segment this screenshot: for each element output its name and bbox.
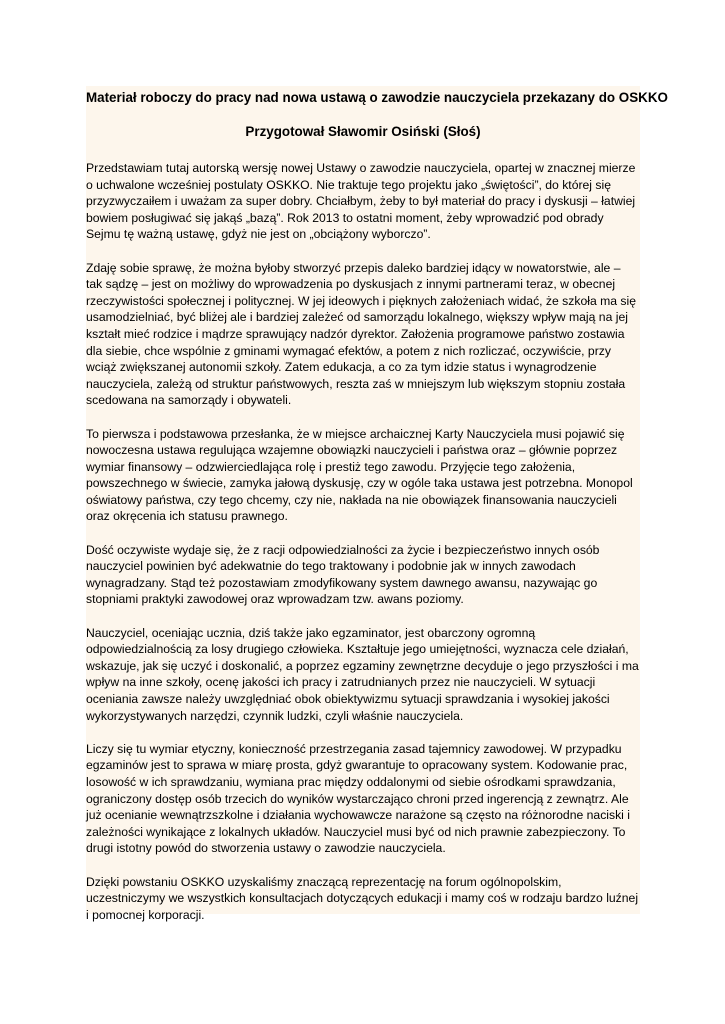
paragraph-1: Przedstawiam tutaj autorską wersję nowej Ustawy o zawodzie nauczyciela, opartej w znacznej mierze o uchwalone wcześniej postulaty OSKKO. Nie traktuje tego projektu jako „świętości”, do której się przyzwyczaiłem i uważam za super dobry. Chciałbym, żeby to był materiał do pracy i dyskusji – łatwiej bowiem posługiwać się jakąś „bazą”. Rok 2013 to ostatni moment, żeby wprowadzić pod obrady Sejmu tę ważną ustawę, gdyż nie jest on „obciążony wyborczo”. bbox=[86, 161, 636, 242]
document-body bbox=[86, 86, 668, 922]
author-line: Przygotował Sławomir Osiński (Słoś) bbox=[245, 124, 481, 139]
paragraph-2: Zdaję sobie sprawę, że można byłoby stworzyć przepis daleko bardziej idący w nowatorstwie, ale – tak sądzę – jest on możliwy do wprowadzenia po dyskusjach z innymi partnerami teraz, w obecnej rzeczywistości społecznej i politycznej. W jej ideowych i pięknych założeniach widać, że szkoła ma się usamodzielniać, być bliżej ale i bardziej zależeć od samorządu lokalnego, większy wpływ mają na jej kształt mieć rodzice i mądrze sprawujący nadzór dyrektor. Założenia programowe państwo zostawia dla siebie, chce wspólnie z gminami wymagać efektów, a potem z nich rozliczać, oczywiście, przy wciąż zwiększanej autonomii szkoły. Zatem edukacja, a co za tym idzie status i wynagrodzenie nauczyciela, zależą od struktur państwowych, reszta zaś w mniejszym lub większym stopniu została scedowana na samorządy i obywateli. bbox=[86, 260, 637, 408]
paragraph-7: Dzięki powstaniu OSKKO uzyskaliśmy znaczącą reprezentację na forum ogólnopolskim, uczestniczymy we wszystkich konsultacjach dotyczących edukacji i mamy coś w rodzaju bardzo luźnej i pomocnej korporacji. bbox=[86, 874, 639, 922]
paragraph-3: To pierwsza i podstawowa przesłanka, że w miejsce archaicznej Karty Nauczyciela musi pojawić się nowoczesna ustawa regulująca wzajemne obowiązki nauczycieli i państwa oraz – głównie poprzez wymiar finansowy – odzwierciedlająca rolę i prestiż tego zawodu. Przyjęcie tego założenia, powszechnego w świecie, zamyka jałową dyskusję, czy w ogóle taka ustawa jest potrzebna. Monopol oświatowy państwa, czy tego chcemy, czy nie, nakłada na nie obowiązek finansowania nauczycieli oraz okręcenia ich statusu prawnego. bbox=[86, 426, 633, 524]
paragraph-5: Nauczyciel, oceniając ucznia, dziś także jako egzaminator, jest obarczony ogromną odpowiedzialnością za losy drugiego człowieka. Kształtuje jego umiejętności, wyznacza cele działań, wskazuje, jak się uczyć i doskonalić, a poprzez egzaminy zewnętrzne decyduje o jego przyszłości i ma wpływ na inne szkoły, ocenę jakości ich pracy i zatrudnianych przez nie nauczycieli. W sytuacji oceniania zawsze należy uwzględniać obok obiektywizmu sytuacji sprawdzania i wysokiej jakości wykorzystywanych narzędzi, czynnik ludzki, czyli właśnie nauczyciela. bbox=[86, 625, 639, 723]
paragraph-6: Liczy się tu wymiar etyczny, konieczność przestrzegania zasad tajemnicy zawodowej. W przypadku egzaminów jest to sprawa w miarę prosta, gdyż gwarantuje to opracowany system. Kodowanie prac, losowość w ich sprawdzaniu, wymiana prac między oddalonymi od siebie ośrodkami sprawdzania, ograniczony dostęp osób trzecich do wyników wystarczająco chroni przed ingerencją z zewnątrz. Ale już ocenianie wewnątrzszkolne i działania wychowawcze narażone są często na różnorodne naciski i zależności wynikające z lokalnych układów. Nauczyciel musi być od nich prawnie zabezpieczony. To drugi istotny powód do stworzenia ustawy o zawodzie nauczyciela. bbox=[86, 741, 630, 856]
paragraph-4: Dość oczywiste wydaje się, że z racji odpowiedzialności za życie i bezpieczeństwo innych osób nauczyciel powinien być adekwatnie do tego traktowany i podobnie jak w innych zawodach wynagradzany. Stąd też pozostawiam zmodyfikowany system dawnego awansu, nazywając go stopniami praktyki zawodowej oraz wprowadzam tzw. awans poziomy. bbox=[86, 542, 600, 607]
document-title: Materiał roboczy do pracy nad nowa ustawą o zawodzie nauczyciela przekazany do OSKKO bbox=[86, 90, 668, 105]
